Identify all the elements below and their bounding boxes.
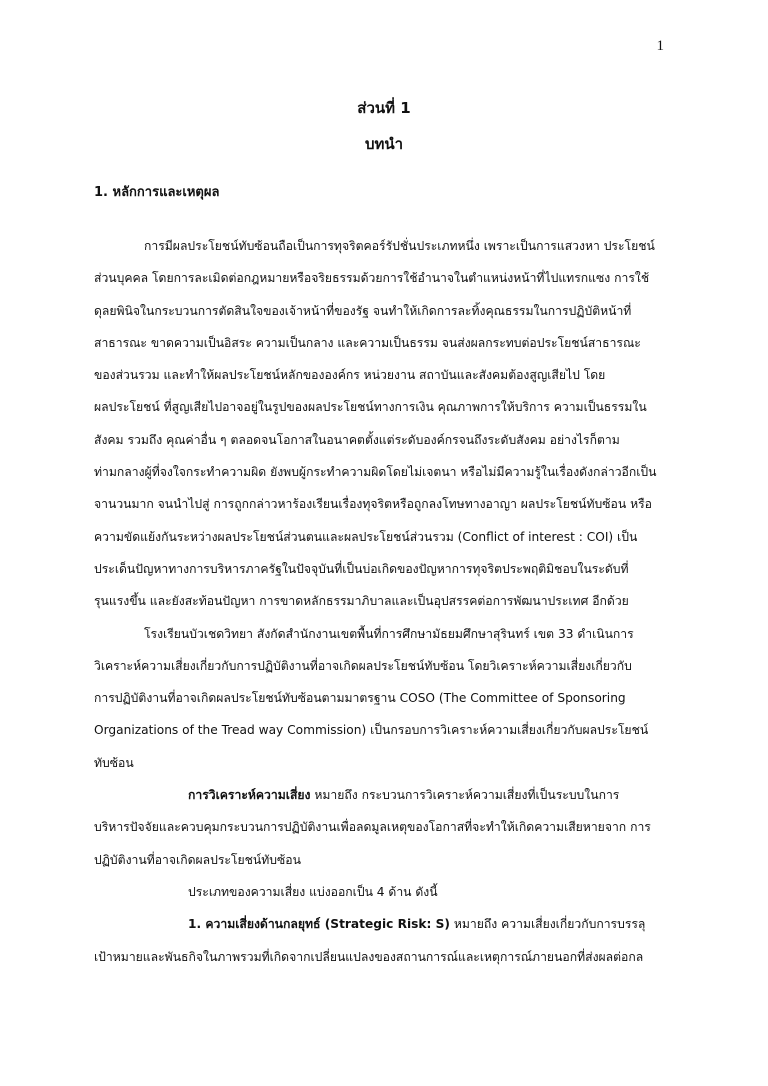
paragraph-line: เป้าหมายและพันธกิจในภาพรวมที่เกิดจากเปลี่ยนแปลงของสถานการณ์และเหตุการณ์ภายนอกที่ส่งผลต่อกล xyxy=(94,949,644,964)
paragraph-line: โรงเรียนบัวเชดวิทยา สังกัดสำนักงานเขตพื้นที่การศึกษามัธยมศึกษาสุรินทร์ เขต 33 ดำเนินการ xyxy=(144,626,634,641)
strategic-risk-text: หมายถึง ความเสี่ยงเกี่ยวกับการบรรลุ xyxy=(449,917,646,932)
paragraph-line: ของส่วนรวม และทำให้ผลประโยชน์หลักขององค์กร หน่วยงาน สถาบันและสังคมต้องสูญเสียไป โดย xyxy=(94,368,606,383)
paragraph-line: สาธารณะ ขาดความเป็นอิสระ ความเป็นกลาง และความเป็นธรรม จนส่งผลกระทบต่อประโยชน์สาธารณะ xyxy=(94,335,641,350)
document-body xyxy=(94,230,676,973)
paragraph-line: Organizations of the Tread way Commission) เป็นกรอบการวิเคราะห์ความเสี่ยงเกี่ยวกับผลประโยชน์ xyxy=(94,723,649,738)
page-number: 1 xyxy=(656,38,664,54)
paragraph-line: ดุลยพินิจในกระบวนการตัดสินใจของเจ้าหน้าที่ของรัฐ จนทำให้เกิดการละทิ้งคุณธรรมในการปฏิบัติหน้าที่ xyxy=(94,303,632,318)
part-subtitle: บทนำ xyxy=(364,135,404,153)
paragraph-line: ปฏิบัติงานที่อาจเกิดผลประโยชน์ทับซ้อน xyxy=(94,852,301,867)
paragraph-line: บริหารปัจจัยและควบคุมกระบวนการปฏิบัติงานเพื่อลดมูลเหตุของโอกาสที่จะทำให้เกิดความเสียหายจาก การ xyxy=(94,820,651,835)
strategic-risk-term: 1. ความเสี่ยงด้านกลยุทธ์ (Strategic Risk: S) xyxy=(188,917,450,932)
paragraph-line: รุนแรงขึ้น และยังสะท้อนปัญหา การขาดหลักธรรมาภิบาลและเป็นอุปสรรคต่อการพัฒนาประเทศ อีกด้วย xyxy=(94,594,629,609)
paragraph-line: ส่วนบุคคล โดยการละเมิดต่อกฎหมายหรือจริยธรรมด้วยการใช้อำนาจในตำแหน่งหน้าที่ไปแทรกแซง การใช้ xyxy=(94,271,650,286)
definition-line xyxy=(94,908,676,940)
definition-line xyxy=(94,779,676,811)
paragraph-line: การปฏิบัติงานที่อาจเกิดผลประโยชน์ทับซ้อนตามมาตรฐาน COSO (The Committee of Sponsoring xyxy=(94,691,626,706)
paragraph-line: สังคม รวมถึง คุณค่าอื่น ๆ ตลอดจนโอกาสในอนาคตตั้งแต่ระดับองค์กรจนถึงระดับสังคม อย่างไรก็ตาม xyxy=(94,432,620,447)
risk-analysis-text: หมายถึง กระบวนการวิเคราะห์ความเสี่ยงที่เป็นระบบในการ xyxy=(310,788,620,803)
paragraph-line: ทับซ้อน xyxy=(94,755,134,770)
paragraph-line: ความขัดแย้งกันระหว่างผลประโยชน์ส่วนตนและผลประโยชน์ส่วนรวม (Conflict of interest : COI) เป็น xyxy=(94,529,638,544)
paragraph-line: ประเด็นปัญหาทางการบริหารภาครัฐในปัจจุบันที่เป็นบ่อเกิดของปัญหาการทุจริตประพฤติมิชอบในระดับที่ xyxy=(94,561,629,576)
section-heading: 1. หลักการและเหตุผล xyxy=(94,185,220,200)
risk-analysis-term: การวิเคราะห์ความเสี่ยง xyxy=(188,788,311,803)
paragraph-line: วิเคราะห์ความเสี่ยงเกี่ยวกับการปฏิบัติงานที่อาจเกิดผลประโยชน์ทับซ้อน โดยวิเคราะห์ความเสี่ยงเกี่ยวกับ xyxy=(94,658,632,673)
risk-types-intro: ประเภทของความเสี่ยง แบ่งออกเป็น 4 ด้าน ดังนี้ xyxy=(188,884,438,899)
paragraph-line: ผลประโยชน์ ที่สูญเสียไปอาจอยู่ในรูปของผลประโยชน์ทางการเงิน คุณภาพการให้บริการ ความเป็นธรรมใน xyxy=(94,400,647,415)
part-title: ส่วนที่ 1 xyxy=(357,99,411,117)
paragraph-line: การมีผลประโยชน์ทับซ้อนถือเป็นการทุจริตคอร์รัปชั่นประเภทหนึ่ง เพราะเป็นการแสวงหา ประโยชน์ xyxy=(144,239,655,253)
paragraph-line: จานวนมาก จนนำไปสู่ การถูกกล่าวหาร้องเรียนเรื่องทุจริตหรือถูกลงโทษทางอาญา ผลประโยชน์ทับซ้อน หรือ xyxy=(94,497,652,512)
paragraph-line: ท่ามกลางผู้ที่จงใจกระทำความผิด ยังพบผู้กระทำความผิดโดยไม่เจตนา หรือไม่มีความรู้ในเรื่องดังกล่าวอีกเป็น xyxy=(94,465,657,480)
